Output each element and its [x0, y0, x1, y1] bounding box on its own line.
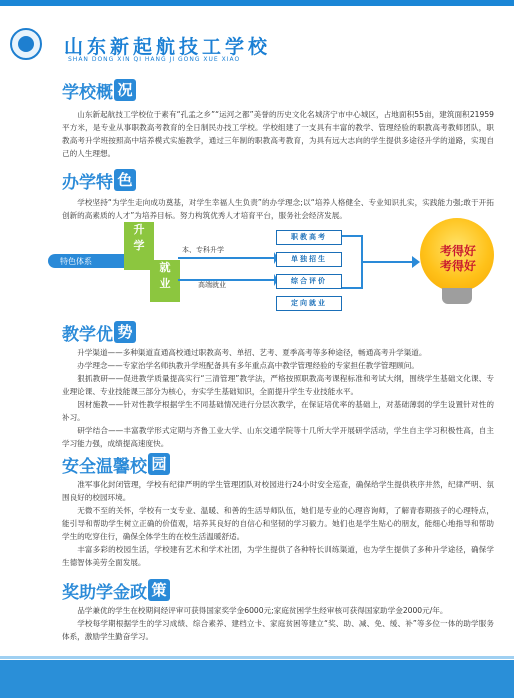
school-logo — [10, 28, 42, 60]
section-body-overview: 山东新起航技工学校位于素有“孔孟之乡”“运河之都”美誉的历史文化名城济宁市中心城区，占地面积55亩，建筑面积21959平方米，是专业从事职教高考教育的全日制民办技工学校。学校组建了一支具有丰富的教学、管理经验的职教高考教师团队，职教高考升学班按照高中培养模式实施教学，通过三年制的职教高考教育，为具有远大志向的学生提供多途径升学的道路，实现自己的人生理想。 — [62, 110, 494, 158]
path-item: 定向就业 — [276, 296, 342, 311]
school-pinyin: SHAN DONG XIN QI HANG JI GONG XUE XIAO — [68, 56, 241, 63]
section-body-advantages: 升学渠道——多种渠道直通高校通过职教高考、单招、艺考、夏季高考等多种途径，畅通高考升学渠道。 办学理念——专家治学名师执教升学班配备具有多年重点高中教学管理经验的专家担任教学管理顾问。 狠抓教研——促进教学质量提高实行“三清管理”教学法，严格按照职教高考课程标准和考试大纲，围绕学生基础文化课、专业理论课、专业技能课三部分为核心，夯实学生基础知识，全面提升学生专业技能水平。 因材施教——针对性教学根据学生不同基础情况进行分层次教学，在保证培优率的基础上，对基础薄弱的学生设置针对性的补习。 研学结合——丰富教学形式定期与齐鲁工业大学、山东交通学院等十几所大学开展研学活动，学生自主学习积极性高，自主学习能力强，成绩提高速度快。 — [62, 348, 494, 448]
section-body-campus: 准军事化封闭管理，学校有纪律严明的学生管理团队对校园进行24小时安全巡查，确保给学生提供秩序井然，纪律严明、氛围良好的校园环境。 无微不至的关怀，学校有一支专业、温暖、和善的生活导师队伍，她们是专业的心理咨询师，了解青春期孩子的心理特点，能引导和帮助学生树立正确的价值观，培养其良好的自信心和坚韧的学习毅力。她们也是学生贴心的朋友，能细心地指导和帮助学生的吃穿住行，确保全体学生的在校生活温暖舒适。 丰富多彩的校园生活，学校建有艺术和学术社团，为学生提供了各种特长训练渠道，也为学生提供了多种升学途径，确保学生德智体美劳全面发展。 — [62, 480, 494, 567]
section-title-features: 办学特 色 — [62, 168, 136, 192]
path-item: 职教高考 — [276, 230, 342, 245]
system-label: 特色体系 — [60, 257, 92, 266]
section-title-campus: 安全温馨校 园 — [62, 452, 170, 476]
section-title-advantages: 教学优 势 — [62, 320, 136, 344]
section-title-scholarship: 奖助学金政 策 — [62, 578, 170, 602]
section-body-scholarship: 品学兼优的学生在校期间经评审可获得国家奖学金6000元;家庭贫困学生经审核可获得国家助学金2000元/年。 学校每学期根据学生的学习成绩、综合素养、建档立卡、家庭贫困等建立“奖、助、减、免、缓、补”等多位一体的助学服务体系，激励学生勤奋学习。 — [62, 606, 494, 641]
path-items — [276, 230, 342, 318]
char-block-employment: 就 业 — [150, 260, 180, 302]
section-body-features: 学校坚持“为学生走向成功奠基，对学生幸福人生负责”的办学理念;以“培养人格健全、专业知识扎实，实践能力强;敢于开拓创新的高素质的人才”为培养目标。努力构筑优秀人才培育平台，服务社会经济发展。 — [62, 198, 494, 220]
label-employment-path: 高端就业 — [198, 281, 226, 289]
bracket-arrow — [342, 232, 420, 292]
label-upgrade-path: 本、专科升学 — [182, 246, 224, 254]
school-name: 山东新起航技工学校 — [64, 36, 272, 58]
bulb-text: 考得好 考得好 — [439, 244, 476, 273]
footer-bar — [0, 660, 514, 698]
path-item: 综合评价 — [276, 274, 342, 289]
lightbulb-base — [442, 288, 472, 304]
path-item: 单独招生 — [276, 252, 342, 267]
page-header — [0, 6, 514, 68]
feature-system-diagram — [0, 210, 514, 307]
char-block-upgrade: 升 学 — [124, 222, 154, 270]
section-title-overview: 学校概 况 — [62, 78, 136, 102]
footer-accent-line — [0, 656, 514, 659]
